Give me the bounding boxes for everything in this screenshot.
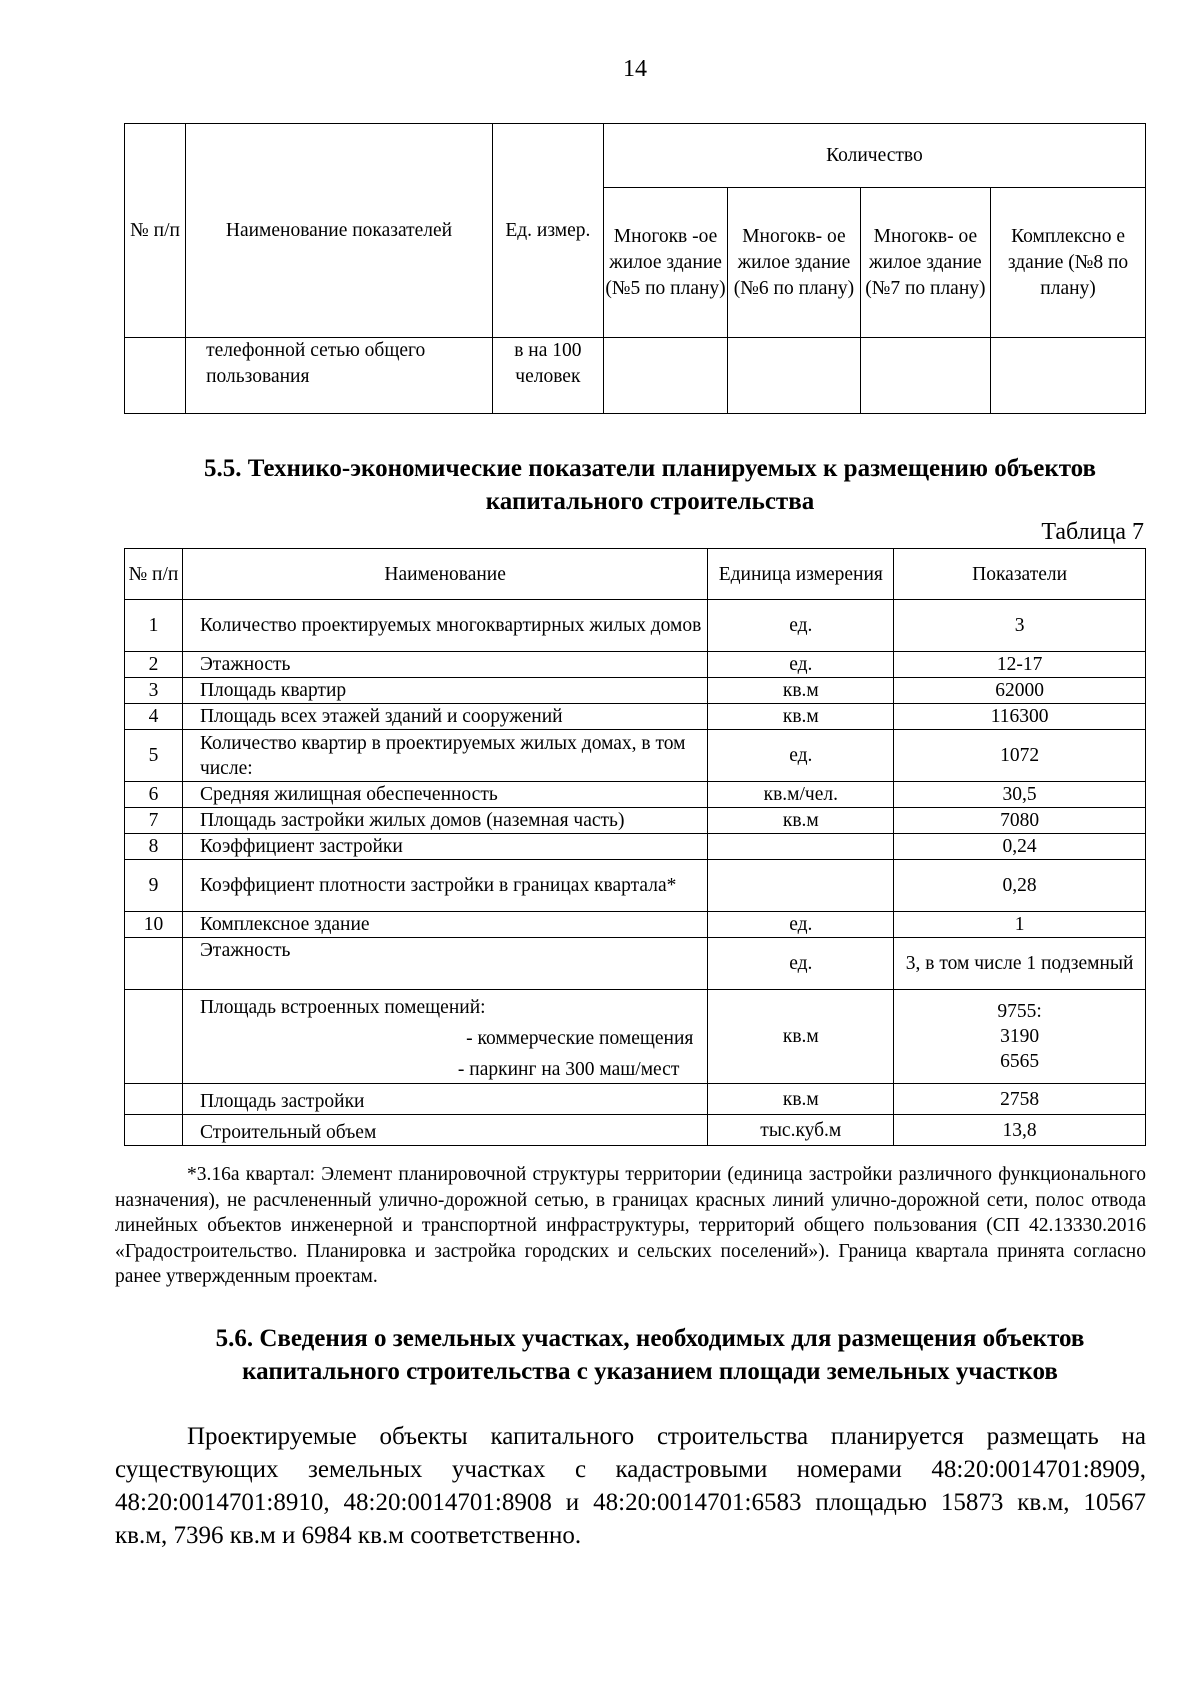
cell-value [894,990,1146,1084]
table-row [125,704,1146,730]
cell-unit: кв.м [708,990,894,1084]
cell-name [182,990,707,1084]
cell-unit [708,834,894,860]
cell-name: Этажность [182,652,707,678]
cell-no [125,990,183,1084]
cell-no: 8 [125,834,183,860]
embedded-parking-value: 6565 [1000,1051,1040,1072]
cell-value: 1 [894,912,1146,938]
cell-no: 3 [125,678,183,704]
cell-unit [708,860,894,912]
cell-name: Площадь квартир [182,678,707,704]
cell-unit: ед. [708,912,894,938]
section-5-6-title: 5.6. Сведения о земельных участках, необходимых для размещения объектов капитального строительства с указанием площади земельных участков [215,1325,1085,1385]
header-name: Наименование показателей [186,124,493,338]
header-quantity: Количество [603,124,1145,188]
cell-no: 6 [125,782,183,808]
cell-no [125,338,186,414]
cell-unit: кв.м [708,704,894,730]
cell-name: Строительный объем [182,1115,707,1146]
cell-no: 5 [125,730,183,782]
indicators-table-continued [124,123,1146,414]
cell-name: Коэффициент плотности застройки в границах квартала* [182,860,707,912]
page-number: 14 [623,56,647,82]
cell-unit: ед. [708,652,894,678]
cell-name: Комплексное здание [182,912,707,938]
header-building-8: Комплексно е здание (№8 по плану) [991,188,1146,338]
cell-name: Площадь застройки жилых домов (наземная часть) [182,808,707,834]
cell-value: 1072 [894,730,1146,782]
cell-value: 2758 [894,1084,1146,1115]
section-5-6-body: Проектируемые объекты капитального строительства планируется размещать на существующих земельных участках с кадастровыми номерами 48:20:0014701:8909, 48:20:0014701:8910, 48:20:0014701:8908 и 48:20:0014701:6583 площадью 15873 кв.м, 10567 кв.м, 7396 кв.м и 6984 кв.м соответственно. [115,1423,1146,1549]
cell-unit: кв.м [708,1084,894,1115]
table-row [125,730,1146,782]
table-row [125,600,1146,652]
cell-unit: кв.м [708,678,894,704]
cell-value [991,338,1146,414]
cell-name: Количество квартир в проектируемых жилых домах, в том числе: [182,730,707,782]
section-5-5-title: 5.5. Технико-экономические показатели планируемых к размещению объектов капитального строительства [203,455,1097,515]
cell-name: Коэффициент застройки [182,834,707,860]
embedded-premises-label: Площадь встроенных помещений: [199,997,486,1018]
cell-unit: тыс.куб.м [708,1115,894,1146]
t7-header-unit: Единица измерения [708,549,894,600]
cell-unit: кв.м/чел. [708,782,894,808]
header-building-7: Многокв- ое жилое здание (№7 по плану) [860,188,990,338]
cell-value: 3, в том числе 1 подземный [894,938,1146,990]
embedded-commercial-label: - коммерческие помещения [466,1028,694,1049]
cell-name: Этажность [182,938,707,990]
t7-header-value: Показатели [894,549,1146,600]
cell-value: 116300 [894,704,1146,730]
cell-no: 9 [125,860,183,912]
cell-value [860,338,990,414]
cell-value: 7080 [894,808,1146,834]
cell-name: Площадь всех этажей зданий и сооружений [182,704,707,730]
table-row [125,338,1146,414]
table-row [125,808,1146,834]
cell-no [125,1115,183,1146]
cell-value: 13,8 [894,1115,1146,1146]
t7-header-no: № п/п [125,549,183,600]
table-7-label: Таблица 7 [1041,519,1144,545]
table-row [125,912,1146,938]
footnote: *3.16а квартал: Элемент планировочной структуры территории (единица застройки различного функционального назначения), не расчлененный улично-дорожной сетью, в границах красных линий улично-дорожной сети, полос отвода линейных объектов инженерной и транспортной инфраструктуры, территорий общего пользования (СП 42.13330.2016 «Градостроительство. Планировка и застройка городских и сельских поселений»). Граница квартала принята согласно ранее утвержденным проектам. [115,1164,1146,1287]
cell-name: Площадь застройки [182,1084,707,1115]
header-unit: Ед. измер. [492,124,603,338]
cell-unit: ед. [708,938,894,990]
embedded-total-value: 9755: [997,1001,1042,1022]
header-building-5: Многокв -ое жилое здание (№5 по плану) [603,188,727,338]
embedded-commercial-value: 3190 [1000,1026,1040,1047]
header-no: № п/п [125,124,186,338]
table-row [125,652,1146,678]
cell-unit: ед. [708,600,894,652]
cell-name: Количество проектируемых многоквартирных жилых домов [182,600,707,652]
cell-no: 7 [125,808,183,834]
cell-value: 0,24 [894,834,1146,860]
cell-value: 0,28 [894,860,1146,912]
cell-unit: ед. [708,730,894,782]
table-row [125,938,1146,990]
cell-value [603,338,727,414]
cell-no [125,1084,183,1115]
header-building-6: Многокв- ое жилое здание (№6 по плану) [728,188,860,338]
cell-no: 2 [125,652,183,678]
table-row [125,990,1146,1084]
cell-no [125,938,183,990]
cell-no: 10 [125,912,183,938]
cell-no: 4 [125,704,183,730]
table-row [125,678,1146,704]
cell-value: 3 [894,600,1146,652]
table-row [125,834,1146,860]
table-row [125,1084,1146,1115]
table-7 [124,548,1146,1146]
cell-unit: в на 100 человек [492,338,603,414]
cell-value [728,338,860,414]
cell-value: 30,5 [894,782,1146,808]
cell-value: 62000 [894,678,1146,704]
cell-no: 1 [125,600,183,652]
embedded-parking-label: - паркинг на 300 маш/мест [457,1059,680,1080]
table-row [125,1115,1146,1146]
cell-name: телефонной сетью общего пользования [186,338,493,414]
table-row [125,860,1146,912]
t7-header-name: Наименование [182,549,707,600]
cell-unit: кв.м [708,808,894,834]
cell-name: Средняя жилищная обеспеченность [182,782,707,808]
table-row [125,782,1146,808]
cell-value: 12-17 [894,652,1146,678]
